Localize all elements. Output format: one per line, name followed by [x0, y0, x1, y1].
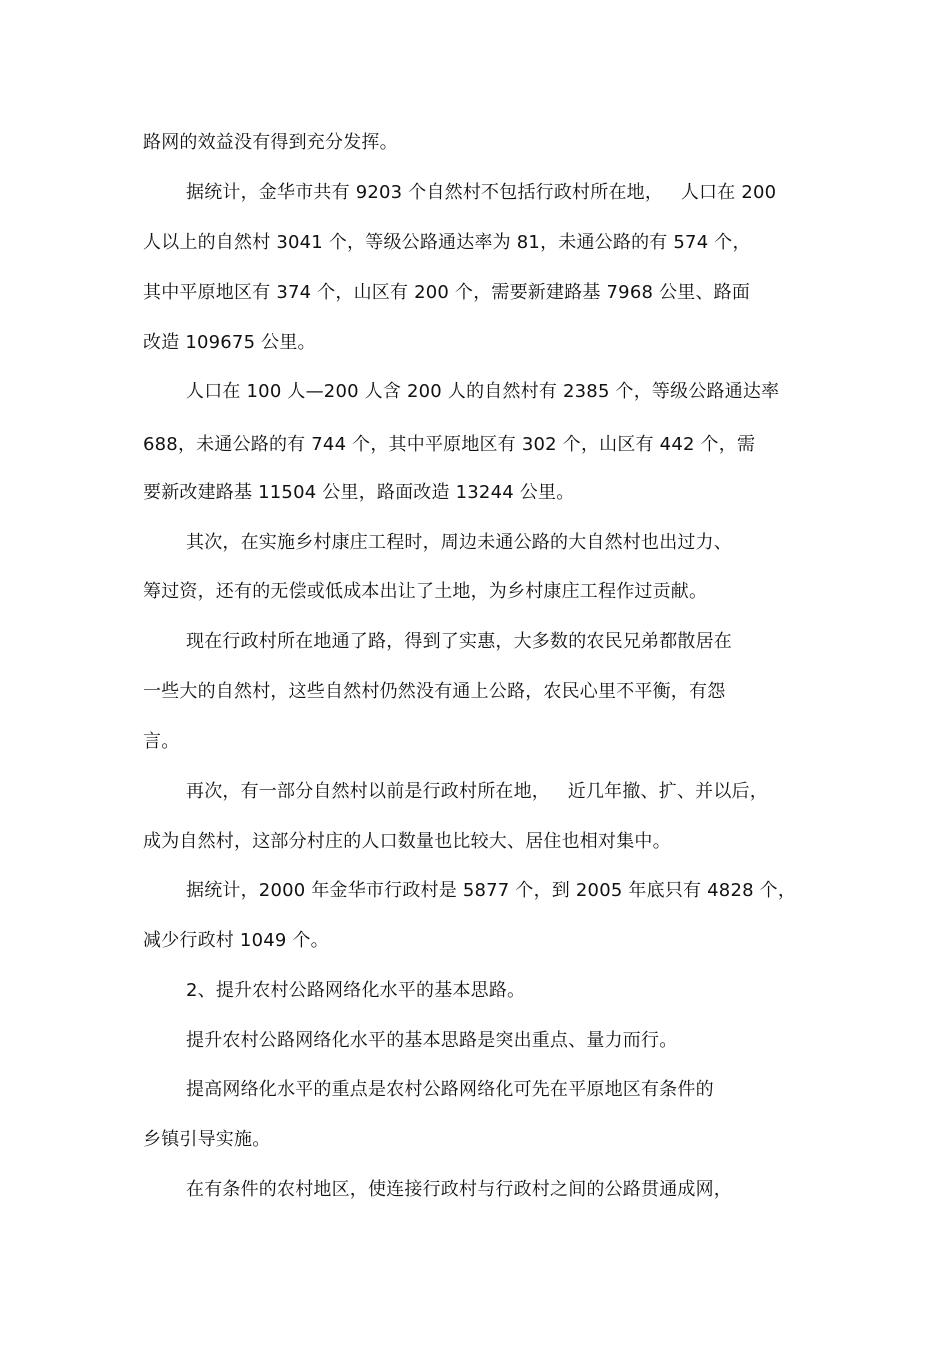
text-line: 在有条件的农村地区，使连接行政村与行政村之间的公路贯通成网，	[186, 1179, 732, 1200]
text-line: 成为自然村，这部分村庄的人口数量也比较大、居住也相对集中。	[143, 831, 671, 852]
text-line: 提高网络化水平的重点是农村公路网络化可先在平原地区有条件的	[186, 1079, 714, 1100]
text-line: 其中平原地区有 374 个，山区有 200 个，需要新建路基 7968 公里、路面	[143, 282, 751, 303]
text-line: 据统计，金华市共有 9203 个自然村不包括行政村所在地， 人口在 200	[186, 182, 777, 203]
text-line: 再次，有一部分自然村以前是行政村所在地， 近几年撤、扩、并以后，	[186, 781, 768, 802]
text-line: 提升农村公路网络化水平的基本思路是突出重点、量力而行。	[186, 1030, 678, 1051]
text-line: 人口在 100 人—200 人含 200 人的自然村有 2385 个，等级公路通达率	[186, 381, 780, 402]
text-line: 据统计，2000 年金华市行政村是 5877 个，到 2005 年底只有 4828 个，	[186, 880, 797, 901]
text-line: 2、提升农村公路网络化水平的基本思路。	[186, 980, 526, 1001]
text-line: 改造 109675 公里。	[143, 332, 316, 353]
text-line: 现在行政村所在地通了路，得到了实惠，大多数的农民兄弟都散居在	[186, 631, 732, 652]
text-line: 路网的效益没有得到充分发挥。	[143, 132, 398, 153]
text-line: 688，未通公路的有 744 个，其中平原地区有 302 个，山区有 442 个，需	[143, 434, 756, 455]
text-line: 要新改建路基 11504 公里，路面改造 13244 公里。	[143, 482, 575, 503]
text-line: 人以上的自然村 3041 个，等级公路通达率为 81，未通公路的有 574 个，	[143, 232, 751, 253]
text-line: 乡镇引导实施。	[143, 1129, 271, 1150]
text-line: 筹过资，还有的无偿或低成本出让了土地，为乡村康庄工程作过贡献。	[143, 581, 708, 602]
text-line: 言。	[143, 731, 180, 752]
text-line: 减少行政村 1049 个。	[143, 930, 329, 951]
text-line: 其次，在实施乡村康庄工程时，周边未通公路的大自然村也出过力、	[186, 532, 732, 553]
text-line: 一些大的自然村，这些自然村仍然没有通上公路，农民心里不平衡，有怨	[143, 681, 726, 702]
